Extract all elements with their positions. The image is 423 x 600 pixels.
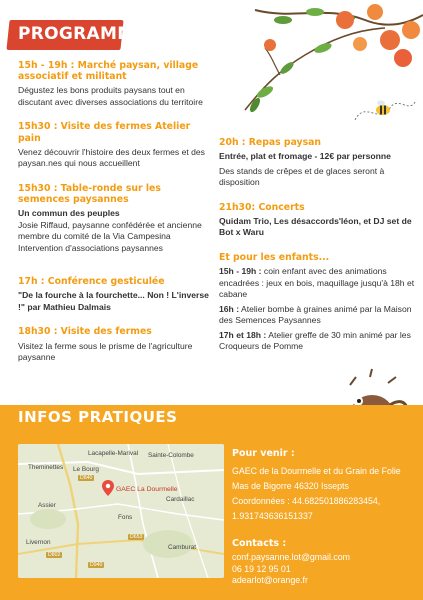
kids-item-text: Atelier bombe à graines animé par la Maison des Semences Paysannes (219, 303, 412, 326)
map-label: Theminettes (28, 464, 64, 471)
kids-item-time: 17h et 18h : (219, 329, 267, 340)
event-title: 17h : Conférence gesticulée (18, 276, 165, 288)
contact-phone[interactable]: 06 19 12 95 01 (232, 563, 291, 574)
map-label: Livernon (26, 539, 51, 546)
directions-line: GAEC de la Dourmelle et du Grain de Folie (232, 466, 401, 476)
event-description: Quidam Trio, Les désaccords'léon, et DJ set de Bot x Waru (219, 215, 412, 238)
bee-icon (350, 90, 420, 130)
program-right-column (219, 137, 415, 366)
map-pin-label: GAEC La Dourmelle (116, 486, 178, 493)
map-label: Fons (118, 514, 133, 521)
program-left-column (18, 60, 213, 377)
contact-email[interactable]: conf.paysanne.lot@gmail.com (232, 552, 350, 562)
event-market (18, 60, 213, 108)
contact-email[interactable]: adearlot@orange.fr (232, 575, 308, 585)
event-roundtable (18, 183, 213, 254)
directions-line: Coordonnées : 44.682501886283454, (232, 496, 381, 506)
event-title: 15h30 : Table-ronde sur les semences paysannes (18, 182, 161, 206)
event-title: 21h30: Concerts (219, 201, 305, 213)
kids-item-text: Atelier greffe de 30 min animé par les Croqueurs de Pomme (219, 329, 411, 352)
event-dinner (219, 137, 415, 189)
info-title: INFOS PRATIQUES (18, 408, 178, 426)
event-description: "De la fourche à la fourchette... Non ! L'inverse !" par Mathieu Dalmais (18, 290, 209, 312)
event-farm-visit (18, 121, 213, 169)
event-description: Dégustez les bons produits paysans tout en discutant avec diverses associations du territoire (18, 85, 203, 107)
event-concerts (219, 202, 415, 239)
event-title: 20h : Repas paysan (219, 137, 322, 148)
contacts-title: Contacts : (232, 538, 287, 549)
event-title: 15h - 19h : Marché paysan, village associatif et militant (18, 60, 199, 83)
road-label: D802 (48, 552, 61, 558)
event-description: Visitez la ferme sous le prisme de l'agriculture paysanne (18, 340, 193, 363)
directions-title: Pour venir : (232, 448, 295, 459)
info-details (232, 448, 417, 587)
event-evening-visit (18, 326, 213, 363)
kids-item (219, 266, 415, 301)
road-label: D840 (80, 475, 93, 481)
map-label: Assier (38, 502, 56, 509)
kids-item (219, 330, 415, 353)
map-label: Lacapelle-Marival (88, 450, 139, 457)
event-description: Josie Riffaud, paysanne confédérée et ancienne membre du comité de la Via Campesina Intervention d'associations paysannes (18, 219, 202, 253)
event-subtitle: Entrée, plat et fromage - 12€ par personne (219, 151, 391, 162)
road-label: D940 (90, 562, 103, 568)
event-kids (219, 252, 415, 353)
event-description: Des stands de crêpes et de glaces seront à disposition (219, 165, 385, 188)
directions-line: 1.931743636151337 (232, 511, 313, 521)
event-title: Et pour les enfants... (219, 251, 330, 263)
kids-item-text: coin enfant avec des animations encadrées : jeux en bois, maquillage jusqu'à 18h et cabane (219, 266, 415, 300)
map-pin-icon[interactable] (102, 480, 114, 496)
event-subtitle: Un commun des peuples (18, 208, 120, 219)
event-title: 15h30 : Visite des fermes Atelier pain (18, 121, 191, 144)
map-label: Camburat (168, 544, 197, 551)
map-label: Le Bourg (73, 466, 99, 473)
event-title: 18h30 : Visite des fermes (18, 326, 152, 338)
kids-item-time: 15h - 19h : (219, 266, 262, 277)
event-conference (18, 276, 213, 313)
page-title: PROGRAMME (18, 24, 147, 44)
kids-item (219, 304, 415, 327)
road-label: D653 (130, 534, 143, 540)
kids-item-time: 16h : (219, 303, 240, 314)
location-map[interactable] (18, 444, 224, 578)
directions-line: Mas de Bigorre 46320 Issepts (232, 481, 349, 491)
event-description: Venez découvrir l'histoire des deux fermes et des paysan.nes qui nous accueillent (18, 146, 205, 169)
map-label: Sainte-Colombe (148, 452, 194, 459)
map-label: Cardaillac (166, 496, 195, 503)
